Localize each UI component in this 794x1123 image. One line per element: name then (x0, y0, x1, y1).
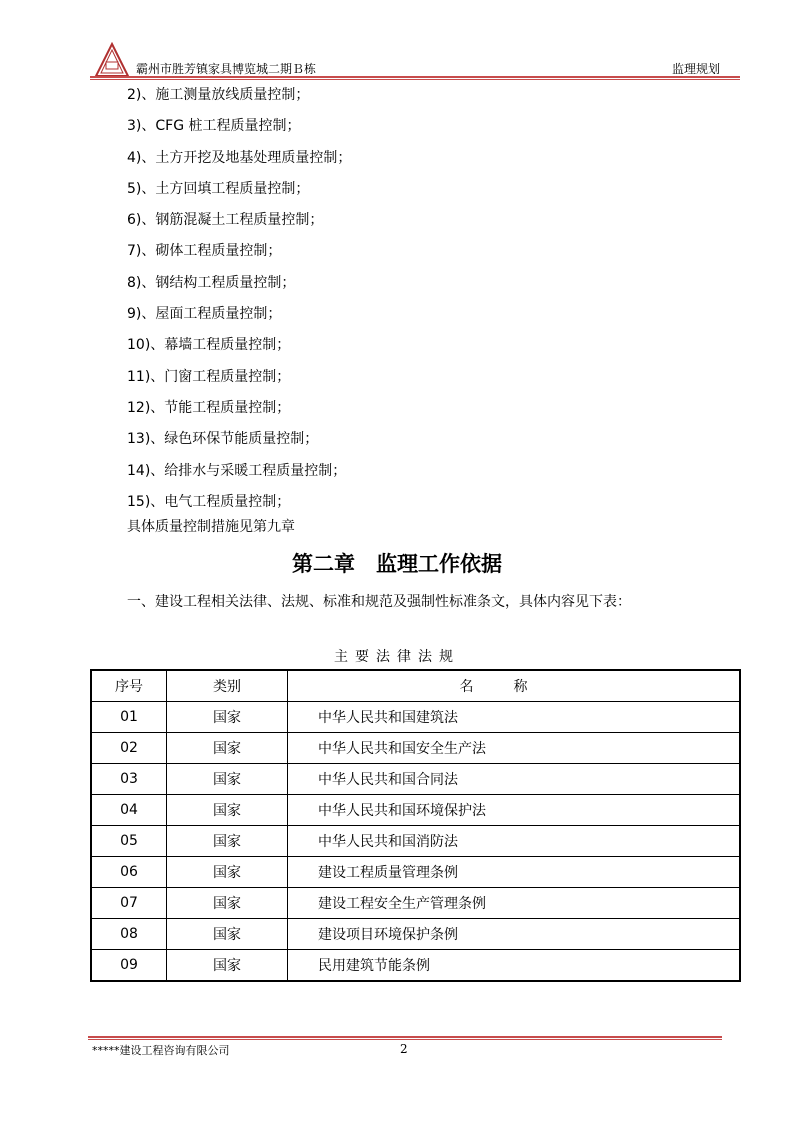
cell-category: 国家 (167, 950, 288, 982)
header-doc-type: 监理规划 (671, 62, 720, 76)
list-item: 2)、施工测量放线质量控制； (127, 87, 310, 103)
list-item: 14)、给排水与采暖工程质量控制； (127, 462, 347, 479)
list-item: 4)、土方开挖及地基处理质量控制； (127, 149, 352, 166)
company-logo-icon (94, 42, 130, 78)
cell-name: 中华人民共和国消防法 (288, 826, 741, 857)
cell-category: 国家 (167, 795, 288, 826)
quality-control-list (127, 80, 747, 518)
list-item: 13)、绿色环保节能质量控制； (127, 431, 319, 448)
header-rule (90, 76, 740, 78)
table-row (91, 764, 740, 795)
list-item: 3)、CFG 桩工程质量控制； (127, 118, 301, 135)
cell-name: 中华人民共和国安全生产法 (288, 733, 741, 764)
list-item: 7)、砌体工程质量控制； (127, 243, 282, 260)
list-item: 15)、电气工程质量控制； (127, 493, 291, 510)
cell-category: 国家 (167, 919, 288, 950)
list-item: 6)、钢筋混凝土工程质量控制； (127, 212, 324, 229)
cell-name: 民用建筑节能条例 (288, 950, 741, 982)
footer-company: *****建设工程咨询有限公司 (92, 1044, 230, 1057)
header-title: 霸州市胜芳镇家具博览城二期Ｂ栋 (136, 62, 317, 76)
table-header-row (91, 670, 740, 702)
laws-table (90, 669, 741, 982)
cell-category: 国家 (167, 826, 288, 857)
cell-category: 国家 (167, 733, 288, 764)
chapter-title: 第二章 监理工作依据 (292, 551, 502, 576)
cell-index: 03 (91, 764, 167, 795)
cell-category: 国家 (167, 888, 288, 919)
list-tail-note: 具体质量控制措施见第九章 (127, 519, 295, 535)
table-caption: 主要法律法规 (334, 649, 460, 665)
cell-index: 01 (91, 702, 167, 733)
list-item: 5)、土方回填工程质量控制； (127, 180, 310, 197)
cell-name: 建设项目环境保护条例 (288, 919, 741, 950)
cell-category: 国家 (167, 857, 288, 888)
page-header (90, 38, 740, 78)
footer-rule (88, 1036, 722, 1038)
table-row (91, 950, 740, 982)
cell-index: 02 (91, 733, 167, 764)
cell-index: 09 (91, 950, 167, 982)
cell-name: 建设工程质量管理条例 (288, 857, 741, 888)
cell-name: 中华人民共和国环境保护法 (288, 795, 741, 826)
list-item: 9)、屋面工程质量控制； (127, 306, 282, 323)
table-row (91, 795, 740, 826)
intro-paragraph: 一、建设工程相关法律、法规、标准和规范及强制性标准条文，具体内容见下表： (127, 594, 631, 610)
column-header-category: 类别 (167, 670, 288, 702)
table-row (91, 826, 740, 857)
column-header-index: 序号 (91, 670, 167, 702)
page-number: 2 (400, 1042, 408, 1056)
cell-index: 05 (91, 826, 167, 857)
cell-name: 中华人民共和国建筑法 (288, 702, 741, 733)
table-row (91, 888, 740, 919)
cell-index: 08 (91, 919, 167, 950)
cell-category: 国家 (167, 764, 288, 795)
list-item: 8)、钢结构工程质量控制； (127, 274, 296, 291)
table-row (91, 857, 740, 888)
table-row (91, 702, 740, 733)
list-item: 12)、节能工程质量控制； (127, 399, 291, 416)
cell-index: 04 (91, 795, 167, 826)
list-item: 10)、幕墙工程质量控制； (127, 337, 291, 354)
list-item: 11)、门窗工程质量控制； (127, 368, 291, 385)
cell-name: 建设工程安全生产管理条例 (288, 888, 741, 919)
cell-index: 06 (91, 857, 167, 888)
table-row (91, 919, 740, 950)
cell-category: 国家 (167, 702, 288, 733)
cell-index: 07 (91, 888, 167, 919)
column-header-name: 名称 (288, 670, 741, 702)
footer-rule-thin (88, 1039, 722, 1040)
table-row (91, 733, 740, 764)
cell-name: 中华人民共和国合同法 (288, 764, 741, 795)
